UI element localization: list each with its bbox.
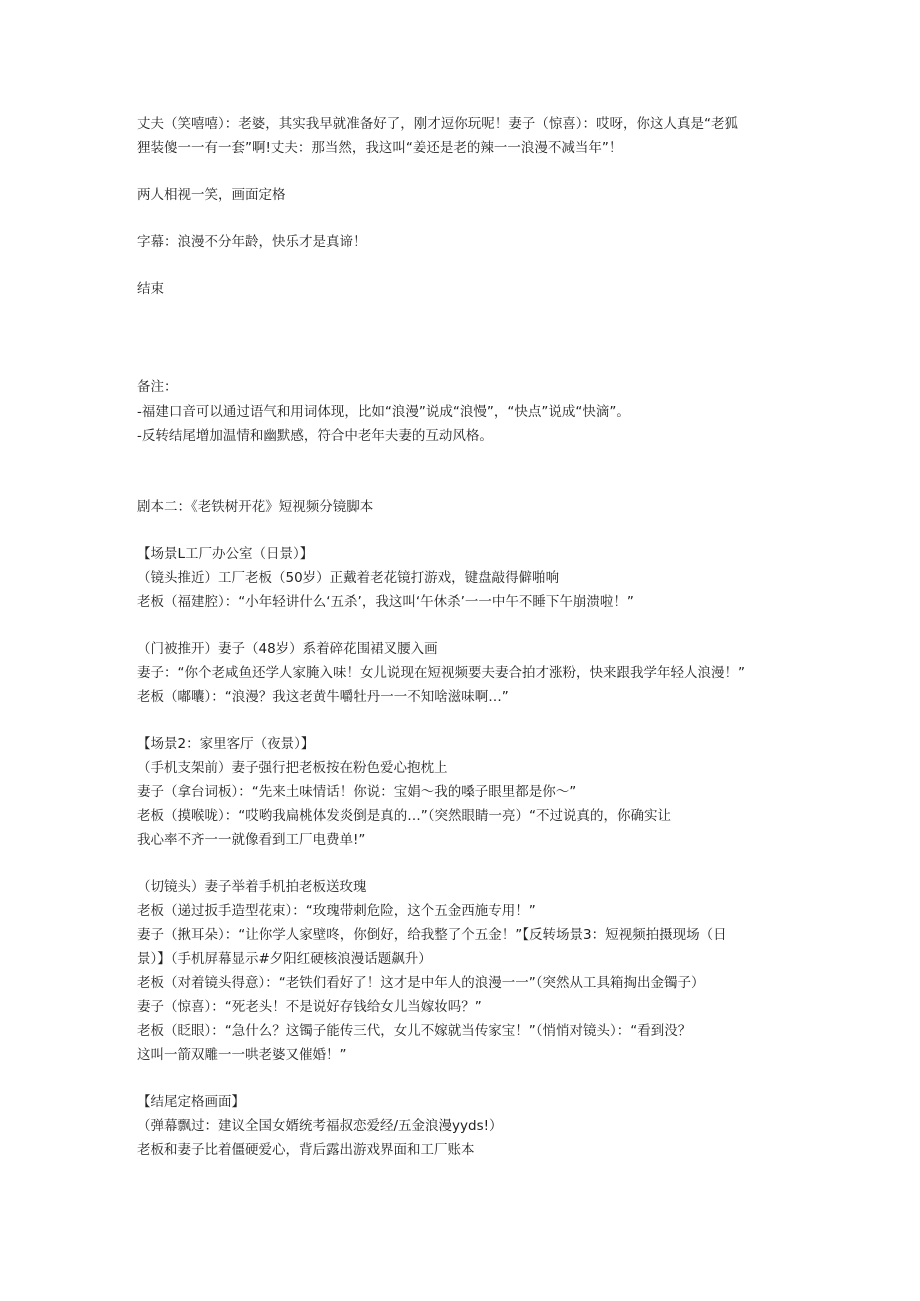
text-line: 妻子（揪耳朵）：“让你学人家壁咚，你倒好，给我整了个五金！”【反转场景3：短视频拍摄现场（日 bbox=[137, 927, 727, 943]
scene-heading: 【场景L工厂办公室（日景）】 bbox=[137, 546, 314, 562]
text-line: （镜头推近）工厂老板（50岁）正戴着老花镜打游戏，键盘敲得僻啪响 bbox=[137, 570, 560, 586]
text-line: 景）】（手机屏幕显示#夕阳红硬核浪漫话题飙升） bbox=[137, 951, 432, 967]
text-line: 老板（眨眼）：“急什么？这镯子能传三代，女儿不嫁就当传家宝！”（悄悄对镜头）：“看到没？ bbox=[137, 1023, 692, 1039]
text-line: （切镜头）妻子举着手机拍老板送玫瑰 bbox=[137, 879, 367, 895]
text-line: 老板（嘟囔）：“浪漫？我这老黄牛嚼牡丹一一不知啥滋味啊…” bbox=[137, 689, 509, 705]
scene-heading: 【场景2：家里客厅（夜景）】 bbox=[137, 736, 315, 752]
text-line: （门被推开）妻子（48岁）系着碎花围裙叉腰入画 bbox=[137, 641, 438, 657]
text-line: （手机支架前）妻子强行把老板按在粉色爱心抱枕上 bbox=[137, 760, 448, 776]
text-line: 老板（福建腔）：“小年轻讲什么‘五杀’，我这叫‘午休杀’一一中午不睡下午崩溃啦！” bbox=[137, 594, 634, 610]
text-line: 这叫一箭双雕一一哄老婆又催婚！” bbox=[137, 1047, 347, 1063]
text-line: 老板（对着镜头得意）：“老铁们看好了！这才是中年人的浪漫一一”（突然从工具箱掏出金镯子） bbox=[137, 975, 705, 991]
text-line: -反转结尾增加温情和幽默感，符合中老年夫妻的互动风格。 bbox=[137, 428, 493, 444]
text-line: 我心率不齐一一就像看到工厂电费单!” bbox=[137, 832, 366, 848]
text-line: 老板和妻子比着僵硬爱心，背后露出游戏界面和工厂账本 bbox=[137, 1142, 475, 1158]
section-title: 剧本二：《老铁树开花》短视频分镜脚本 bbox=[137, 499, 374, 515]
text-line: 老板（递过扳手造型花束）：“玫瑰带刺危险，这个五金西施专用！” bbox=[137, 903, 536, 919]
text-line: 两人相视一笑，画面定格 bbox=[137, 187, 286, 203]
text-line: 字幕：浪漫不分年龄，快乐才是真谛！ bbox=[137, 234, 367, 250]
scene-heading: 【结尾定格画面】 bbox=[137, 1094, 245, 1110]
text-line: 结束 bbox=[137, 281, 164, 297]
text-line: 老板（摸喉咙）：“哎哟我扁桃体发炎倒是真的…”（突然眼睛一亮）“不过说真的，你确实让 bbox=[137, 808, 671, 824]
text-line: 狸装傻一一有一套”啊!丈夫：那当然，我这叫“姜还是老的辣一一浪漫不减当年”！ bbox=[137, 140, 623, 156]
text-line: 备注： bbox=[137, 379, 178, 395]
text-line: 妻子（拿台词板）：“先来土味情话！你说：宝娟〜我的嗓子眼里都是你〜” bbox=[137, 784, 577, 800]
text-line: 妻子（惊喜）：“死老头！不是说好存钱给女儿当嫁妆吗？” bbox=[137, 999, 482, 1015]
text-line: 妻子：“你个老咸鱼还学人家腌入味！女儿说现在短视频要夫妻合拍才涨粉，快来跟我学年轻人浪漫！” bbox=[137, 665, 745, 681]
text-line: -福建口音可以通过语气和用词体现，比如“浪漫”说成“浪慢”，“快点”说成“快滴”。 bbox=[137, 404, 630, 420]
text-line: （弹幕飘过：建议全国女婿统考福叔恋爱经/五金浪漫yyds!） bbox=[137, 1118, 503, 1134]
text-line: 丈夫（笑嘻嘻）：老婆，其实我早就准备好了，刚才逗你玩呢！妻子（惊喜）：哎呀，你这人真是“老狐 bbox=[137, 116, 738, 132]
